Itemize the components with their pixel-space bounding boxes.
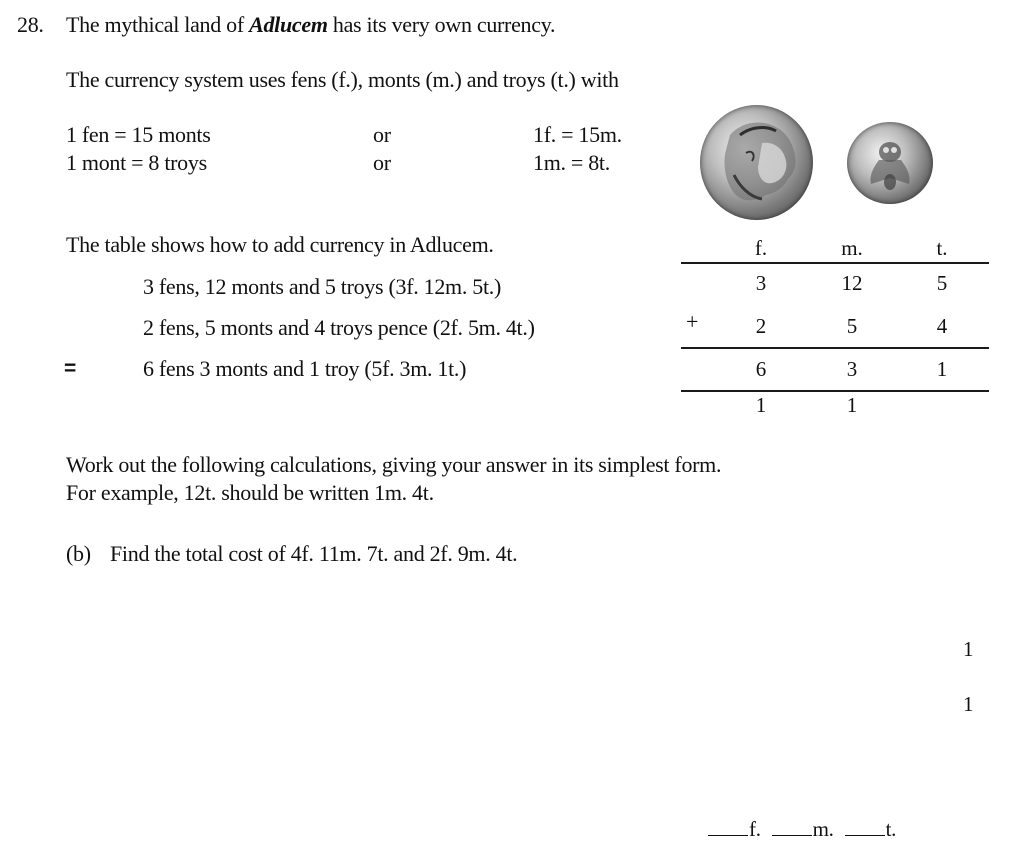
example-line-1: 3 fens, 12 monts and 5 troys (3f. 12m. 5t.) [143, 274, 502, 299]
answer-troys-unit: t. [885, 817, 897, 841]
table-result-rule [681, 390, 989, 392]
row1-fens: 3 [755, 271, 767, 295]
intro-text-before: The mythical land of [66, 12, 250, 37]
row1-monts: 12 [841, 271, 863, 295]
owl-icon [847, 122, 933, 204]
athena-coin-image [700, 105, 813, 220]
conversion-fen-short: 1f. = 15m. [533, 122, 622, 147]
example-line-2: 2 fens, 5 monts and 4 troys pence (2f. 5m. 4t.) [143, 315, 535, 340]
instructions-line-2: For example, 12t. should be written 1m. 4t. [66, 480, 434, 505]
answer-monts-unit: m. [812, 817, 834, 841]
owl-coin-image [847, 122, 933, 204]
athena-head-icon [700, 105, 813, 220]
instructions-line-1: Work out the following calculations, giving your answer in its simplest form. [66, 452, 722, 477]
row2-fens: 2 [755, 314, 767, 338]
conversion-mont-short: 1m. = 8t. [533, 150, 610, 175]
header-fens: f. [754, 236, 768, 260]
conversion-mont-or: or [373, 150, 391, 175]
row1-troys: 5 [936, 271, 948, 295]
part-b-question: Find the total cost of 4f. 11m. 7t. and 2f. 9m. 4t. [110, 541, 518, 566]
answer-monts-blank[interactable] [772, 834, 812, 836]
equals-sign: = [64, 357, 76, 380]
example-intro: The table shows how to add currency in Adlucem. [66, 232, 494, 257]
answer-troys-blank[interactable] [845, 834, 885, 836]
row2-monts: 5 [846, 314, 858, 338]
question-number: 28. [17, 12, 44, 37]
row2-troys: 4 [936, 314, 948, 338]
question-intro [66, 12, 555, 38]
example-line-3: 6 fens 3 monts and 1 troy (5f. 3m. 1t.) [143, 356, 467, 381]
carry-fens: 1 [755, 393, 767, 417]
currency-system-line: The currency system uses fens (f.), monts (m.) and troys (t.) with [66, 67, 619, 92]
result-troys: 1 [936, 357, 948, 381]
answer-fens-unit: f. [749, 817, 761, 841]
land-name: Adlucem [249, 12, 328, 37]
intro-text-after: has its very own currency. [327, 12, 556, 37]
header-monts: m. [841, 236, 863, 260]
header-troys: t. [936, 236, 948, 260]
plus-operator: + [686, 309, 699, 334]
mark-2: 1 [963, 692, 974, 716]
table-sum-rule [681, 347, 989, 349]
conversion-fen-or: or [373, 122, 391, 147]
conversion-fen-words: 1 fen = 15 monts [66, 122, 211, 147]
table-header-rule [681, 262, 989, 264]
mark-1: 1 [963, 637, 974, 661]
result-monts: 3 [846, 357, 858, 381]
answer-line [708, 817, 896, 842]
carry-monts: 1 [846, 393, 858, 417]
conversion-mont-words: 1 mont = 8 troys [66, 150, 207, 175]
part-b-label: (b) [66, 541, 91, 566]
result-fens: 6 [755, 357, 767, 381]
answer-fens-blank[interactable] [708, 834, 748, 836]
